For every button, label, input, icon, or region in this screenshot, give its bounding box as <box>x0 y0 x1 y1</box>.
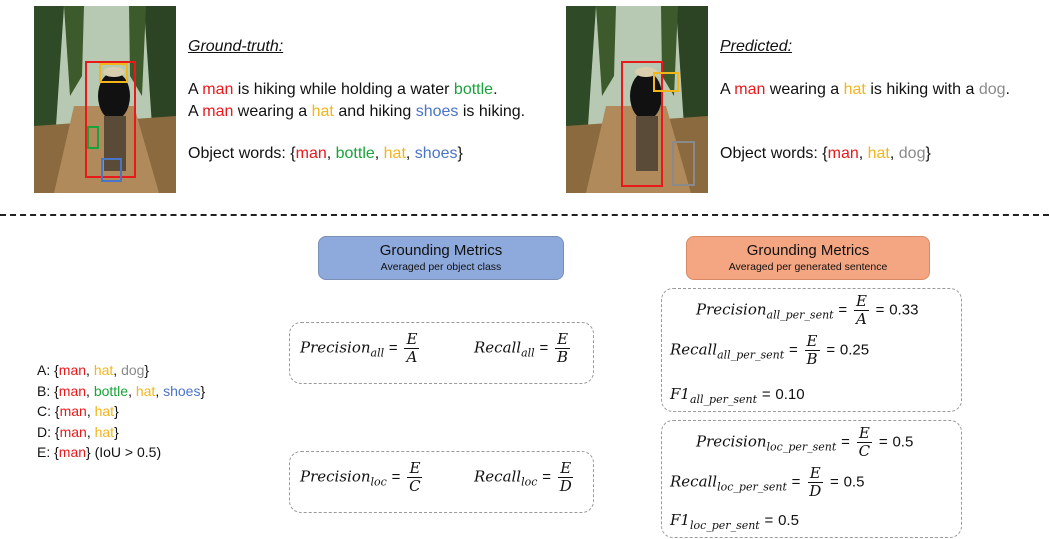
text-segment: E: { <box>37 444 59 460</box>
set-b <box>37 381 205 402</box>
text-segment: } <box>925 145 931 162</box>
object-word-bottle: bottle <box>335 145 375 162</box>
object-word-man: man <box>827 145 859 162</box>
object-word-man: man <box>295 145 327 162</box>
set-a <box>37 360 205 381</box>
ground-truth-caption-2 <box>188 101 525 123</box>
predicted-object-words <box>720 143 931 165</box>
object-word-bottle: bottle <box>93 382 129 399</box>
text-segment: Object words: { <box>188 145 296 162</box>
predicted-photo <box>566 6 708 193</box>
text-segment: , <box>128 382 136 399</box>
object-word-man: man <box>58 382 87 399</box>
text-segment: A <box>720 81 735 98</box>
object-word-dog: dog <box>978 81 1006 98</box>
object-word-man: man <box>59 423 87 440</box>
text-segment: . <box>493 81 498 98</box>
text-segment: , <box>858 145 868 162</box>
ground-truth-object-words <box>188 143 463 165</box>
hiker-photo-ground-truth <box>34 6 176 193</box>
text-segment: } <box>144 362 150 378</box>
recall-all-per-sent-formula: Recall$_{all\_per\_sent}$ = $\frac{E}{B}$ = 0.25 <box>670 332 870 368</box>
class-all-metrics-box <box>289 322 594 384</box>
text-segment: , <box>374 145 384 162</box>
text-segment: , <box>405 145 415 162</box>
per-class-subtitle: Averaged per object class <box>380 261 502 273</box>
per-sentence-subtitle: Averaged per generated sentence <box>728 261 888 273</box>
text-segment: } (IoU > 0.5) <box>86 444 162 460</box>
f1-loc-per-sent-formula: $F1_{loc\_per\_sent} = 0.5$ <box>670 511 799 532</box>
object-word-shoes: shoes <box>163 382 201 399</box>
per-sentence-metrics-header <box>686 236 930 280</box>
set-d <box>37 422 205 443</box>
class-loc-metrics-box <box>289 451 594 513</box>
predicted-heading: Predicted: <box>720 38 793 55</box>
text-segment: , <box>86 403 95 419</box>
object-word-hat: hat <box>383 145 406 162</box>
section-divider <box>0 214 1049 216</box>
object-word-man: man <box>202 81 234 98</box>
object-word-shoes: shoes <box>414 145 458 162</box>
object-word-hat: hat <box>94 403 115 419</box>
recall-loc-formula: Recall$_{loc}$ = $\frac{E}{D}$ <box>474 459 572 495</box>
text-segment: , <box>86 362 94 378</box>
set-c <box>37 401 205 422</box>
ground-truth-heading: Ground-truth: <box>188 38 284 55</box>
text-segment: and hiking <box>333 103 416 120</box>
sentence-all-metrics-box <box>661 288 962 412</box>
text-segment: wearing a <box>765 81 844 98</box>
text-segment: is hiking. <box>458 103 526 120</box>
text-segment: , <box>326 145 336 162</box>
text-segment: , <box>86 423 95 440</box>
recall-all-formula: Recall$_{all}$ = $\frac{E}{B}$ <box>474 330 569 366</box>
precision-all-formula: Precision$_{all}$ = $\frac{E}{A}$ <box>300 330 418 366</box>
text-segment: B: { <box>37 382 59 399</box>
text-segment: is hiking with a <box>865 81 979 98</box>
object-word-man: man <box>58 444 87 460</box>
text-segment: } <box>457 145 463 162</box>
text-segment: , <box>155 382 164 399</box>
text-segment: A <box>188 81 203 98</box>
text-segment: , <box>113 362 122 378</box>
text-segment: , <box>86 382 94 399</box>
text-segment: Object words: { <box>720 145 828 162</box>
object-word-man: man <box>734 81 766 98</box>
per-sentence-title: Grounding Metrics <box>746 242 870 259</box>
object-word-hat: hat <box>843 81 866 98</box>
per-class-title: Grounding Metrics <box>379 242 503 259</box>
object-word-hat: hat <box>311 103 334 120</box>
precision-loc-formula: Precision$_{loc}$ = $\frac{E}{C}$ <box>300 459 421 495</box>
recall-loc-per-sent-formula: Recall$_{loc\_per\_sent}$ = $\frac{E}{D}$ = 0.5 <box>670 464 865 500</box>
precision-loc-per-sent-formula: Precision$_{loc\_per\_sent}$ = $\frac{E}{C}$ = 0.5 <box>696 424 914 460</box>
object-word-hat: hat <box>135 382 156 399</box>
object-word-shoes: shoes <box>415 103 459 120</box>
ground-truth-photo <box>34 6 176 193</box>
object-word-dog: dog <box>898 145 926 162</box>
predicted-caption <box>720 79 1010 101</box>
text-segment: D: { <box>37 423 60 440</box>
object-word-bottle: bottle <box>453 81 494 98</box>
text-segment: A: { <box>37 362 59 378</box>
text-segment: } <box>114 403 119 419</box>
object-word-man: man <box>59 403 87 419</box>
ground-truth-caption-1 <box>188 79 498 101</box>
text-segment: C: { <box>37 403 60 419</box>
text-segment: . <box>1005 81 1010 98</box>
set-legend <box>37 360 205 463</box>
precision-all-per-sent-formula: Precision$_{all\_per\_sent}$ = $\frac{E}{A}$ = 0.33 <box>696 292 919 328</box>
text-segment: , <box>889 145 899 162</box>
object-word-man: man <box>58 362 87 378</box>
hiker-photo-predicted <box>566 6 708 193</box>
object-word-hat: hat <box>93 362 114 378</box>
text-segment: is hiking while holding a water <box>233 81 454 98</box>
text-segment: } <box>114 423 119 440</box>
sentence-loc-metrics-box <box>661 420 962 538</box>
f1-all-per-sent-formula: $F1_{all\_per\_sent} = 0.10$ <box>670 385 805 406</box>
text-segment: wearing a <box>233 103 312 120</box>
object-word-hat: hat <box>94 423 115 440</box>
per-class-metrics-header <box>318 236 564 280</box>
object-word-hat: hat <box>867 145 890 162</box>
object-word-man: man <box>202 103 234 120</box>
set-e <box>37 442 205 463</box>
text-segment: A <box>188 103 203 120</box>
object-word-dog: dog <box>121 362 145 378</box>
text-segment: } <box>200 382 206 399</box>
